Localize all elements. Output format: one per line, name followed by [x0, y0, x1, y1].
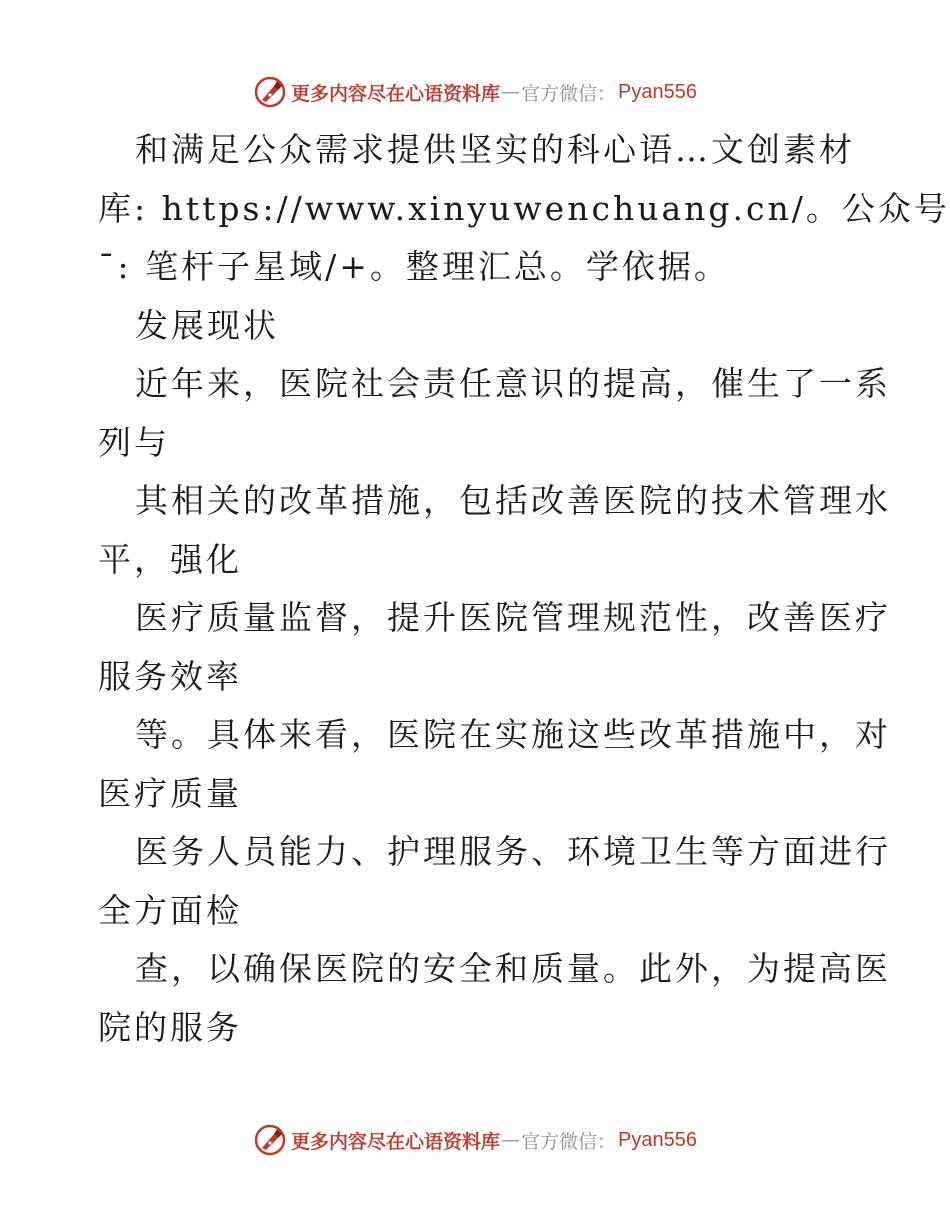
body-line: 和满足公众需求提供坚实的科心语…文创素材	[135, 130, 855, 169]
body-line: 查，以确保医院的安全和质量。此外，为提高医	[135, 949, 891, 988]
banner-wechat-id: Pyan556	[618, 80, 697, 103]
body-line: 近年来，医院社会责任意识的提高，催生了一系	[135, 364, 891, 403]
banner-brand-text: 更多内容尽在心语资料库	[291, 1130, 501, 1153]
body-line: ˉ: 笔杆子星域/+。整理汇总。学依据。	[98, 247, 730, 286]
body-line: 库: https://www.xinyuwenchuang.cn/。公众号	[98, 188, 950, 228]
banner-dash: —	[501, 1129, 521, 1151]
body-line: 医务人员能力、护理服务、环境卫生等方面进行	[135, 832, 891, 871]
section-heading: 发展现状	[135, 305, 279, 345]
body-line: 列与	[98, 422, 170, 462]
header-banner	[0, 72, 950, 112]
footer-banner	[0, 1120, 950, 1160]
document-body	[98, 121, 950, 1057]
banner-wechat-label: 官方微信：	[521, 1130, 617, 1153]
pen-nib-logo-icon	[253, 1123, 287, 1157]
body-line: 全方面检	[98, 890, 242, 930]
pen-nib-logo-icon	[253, 75, 287, 109]
banner-brand-text: 更多内容尽在心语资料库	[291, 82, 501, 105]
body-line: 医疗质量监督，提升医院管理规范性，改善医疗	[135, 598, 891, 637]
banner-wechat-id: Pyan556	[618, 1128, 697, 1151]
body-line: 等。具体来看，医院在实施这些改革措施中，对	[135, 715, 891, 754]
banner-dash: —	[501, 81, 521, 103]
banner-wechat-label: 官方微信：	[521, 82, 617, 105]
body-line: 平，强化	[98, 539, 242, 579]
body-line: 医疗质量	[98, 773, 242, 813]
body-line: 其相关的改革措施，包括改善医院的技术管理水	[135, 481, 891, 520]
body-line: 服务效率	[98, 656, 242, 696]
body-line: 院的服务	[98, 1007, 242, 1047]
